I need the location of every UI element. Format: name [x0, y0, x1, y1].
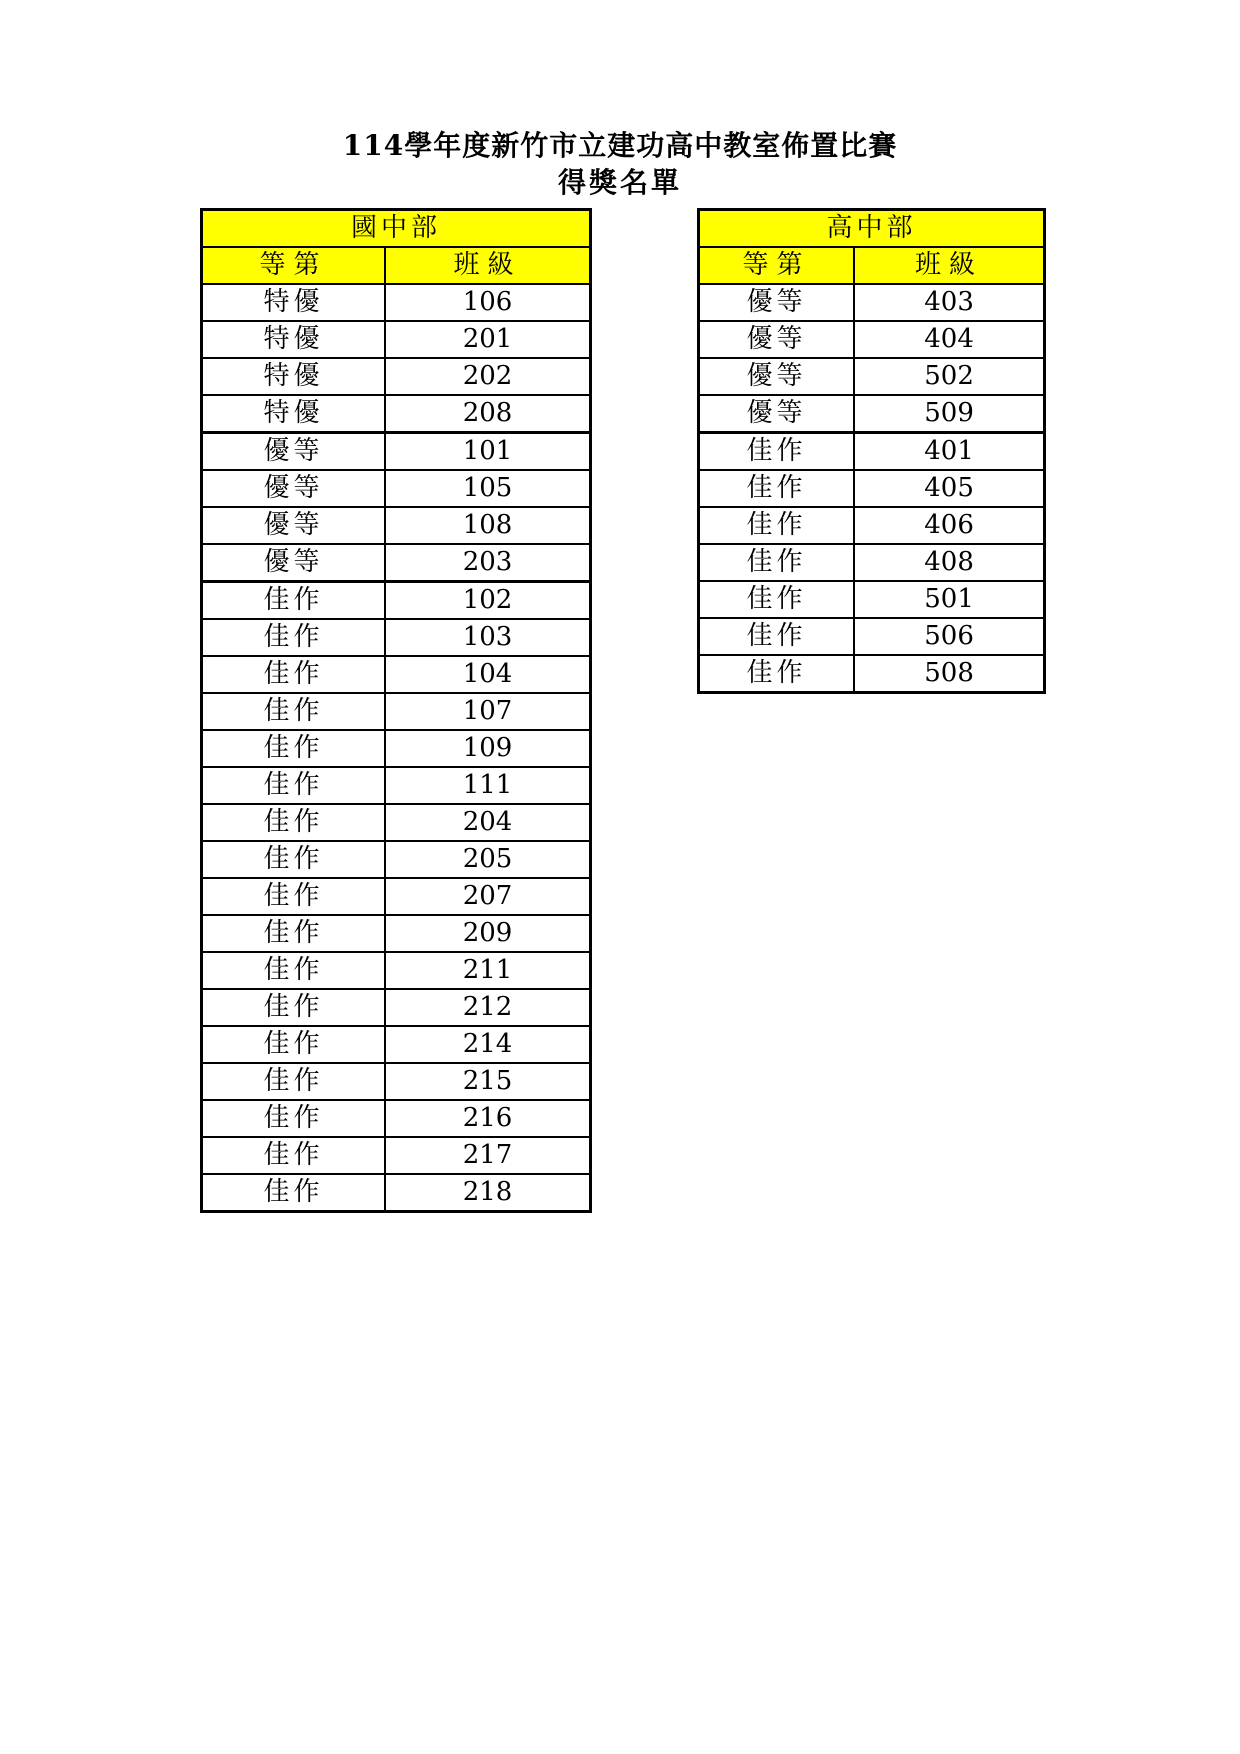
rank-cell: 佳作 [202, 952, 386, 989]
class-cell: 203 [385, 544, 590, 582]
table-row [202, 1100, 591, 1137]
class-cell: 406 [854, 507, 1044, 544]
rank-cell: 優等 [699, 321, 855, 358]
table-row [699, 470, 1045, 507]
rank-cell: 佳作 [202, 1137, 386, 1174]
table-row [202, 1063, 591, 1100]
class-cell: 408 [854, 544, 1044, 581]
class-cell: 211 [385, 952, 590, 989]
class-cell: 109 [385, 730, 590, 767]
table-row [202, 656, 591, 693]
class-cell: 108 [385, 507, 590, 544]
rank-cell: 優等 [699, 284, 855, 321]
junior-rank-header: 等第 [202, 247, 386, 284]
rank-cell: 優等 [202, 433, 386, 471]
class-cell: 404 [854, 321, 1044, 358]
table-row [699, 581, 1045, 618]
class-cell: 106 [385, 284, 590, 321]
table-row [202, 952, 591, 989]
rank-cell: 特優 [202, 321, 386, 358]
page-title: 114學年度新竹市立建功高中教室佈置比賽 [342, 129, 898, 162]
rank-cell: 特優 [202, 395, 386, 433]
table-row [202, 767, 591, 804]
rank-cell: 優等 [202, 507, 386, 544]
rank-cell: 佳作 [202, 582, 386, 620]
class-cell: 403 [854, 284, 1044, 321]
table-row [202, 841, 591, 878]
table-row [202, 730, 591, 767]
junior-high-table [200, 208, 592, 1213]
class-cell: 218 [385, 1174, 590, 1212]
rank-cell: 佳作 [202, 804, 386, 841]
table-row [202, 284, 591, 321]
rank-cell: 優等 [699, 358, 855, 395]
class-cell: 502 [854, 358, 1044, 395]
table-row [202, 1137, 591, 1174]
rank-cell: 佳作 [699, 581, 855, 618]
table-row [202, 693, 591, 730]
rank-cell: 佳作 [699, 470, 855, 507]
class-cell: 101 [385, 433, 590, 471]
rank-cell: 佳作 [202, 693, 386, 730]
senior-rank-header: 等第 [699, 247, 855, 284]
class-cell: 405 [854, 470, 1044, 507]
class-cell: 105 [385, 470, 590, 507]
rank-cell: 佳作 [699, 507, 855, 544]
senior-dept-header: 高中部 [699, 210, 1045, 248]
rank-cell: 佳作 [699, 618, 855, 655]
class-cell: 202 [385, 358, 590, 395]
rank-cell: 佳作 [202, 1100, 386, 1137]
class-cell: 111 [385, 767, 590, 804]
rank-cell: 優等 [202, 470, 386, 507]
table-row [699, 395, 1045, 433]
rank-cell: 佳作 [699, 433, 855, 471]
table-row [202, 915, 591, 952]
table-row [202, 507, 591, 544]
class-cell: 102 [385, 582, 590, 620]
rank-cell: 佳作 [202, 989, 386, 1026]
junior-table-body [202, 284, 591, 1212]
class-cell: 209 [385, 915, 590, 952]
class-cell: 509 [854, 395, 1044, 433]
table-row [699, 544, 1045, 581]
rank-cell: 佳作 [202, 1174, 386, 1212]
table-row [699, 358, 1045, 395]
table-row [202, 1026, 591, 1063]
rank-cell: 佳作 [202, 730, 386, 767]
class-cell: 107 [385, 693, 590, 730]
page-subtitle: 得獎名單 [557, 166, 682, 199]
table-row [202, 395, 591, 433]
class-cell: 204 [385, 804, 590, 841]
rank-cell: 佳作 [202, 619, 386, 656]
class-cell: 215 [385, 1063, 590, 1100]
rank-cell: 佳作 [202, 656, 386, 693]
rank-cell: 特優 [202, 358, 386, 395]
class-cell: 217 [385, 1137, 590, 1174]
table-row [202, 878, 591, 915]
class-cell: 212 [385, 989, 590, 1026]
class-cell: 214 [385, 1026, 590, 1063]
table-row [202, 1174, 591, 1212]
table-row [202, 433, 591, 471]
table-row [202, 804, 591, 841]
table-row [202, 582, 591, 620]
class-cell: 401 [854, 433, 1044, 471]
junior-class-header: 班級 [385, 247, 590, 284]
table-row [202, 544, 591, 582]
class-cell: 508 [854, 655, 1044, 693]
class-cell: 201 [385, 321, 590, 358]
table-row [699, 321, 1045, 358]
class-cell: 104 [385, 656, 590, 693]
class-cell: 506 [854, 618, 1044, 655]
table-row [699, 433, 1045, 471]
rank-cell: 佳作 [202, 1063, 386, 1100]
table-row [202, 470, 591, 507]
rank-cell: 優等 [699, 395, 855, 433]
rank-cell: 佳作 [202, 767, 386, 804]
class-cell: 205 [385, 841, 590, 878]
rank-cell: 佳作 [202, 841, 386, 878]
rank-cell: 佳作 [202, 1026, 386, 1063]
senior-table-body [699, 284, 1045, 693]
table-row [202, 321, 591, 358]
class-cell: 501 [854, 581, 1044, 618]
rank-cell: 佳作 [699, 544, 855, 581]
table-row [699, 284, 1045, 321]
senior-high-table [697, 208, 1046, 694]
rank-cell: 佳作 [202, 878, 386, 915]
table-row [699, 655, 1045, 693]
table-row [699, 507, 1045, 544]
senior-class-header: 班級 [854, 247, 1044, 284]
class-cell: 103 [385, 619, 590, 656]
class-cell: 216 [385, 1100, 590, 1137]
table-row [202, 358, 591, 395]
table-row [699, 618, 1045, 655]
junior-dept-header: 國中部 [202, 210, 591, 248]
table-row [202, 989, 591, 1026]
rank-cell: 佳作 [202, 915, 386, 952]
table-row [202, 619, 591, 656]
rank-cell: 特優 [202, 284, 386, 321]
rank-cell: 佳作 [699, 655, 855, 693]
class-cell: 207 [385, 878, 590, 915]
class-cell: 208 [385, 395, 590, 433]
rank-cell: 優等 [202, 544, 386, 582]
